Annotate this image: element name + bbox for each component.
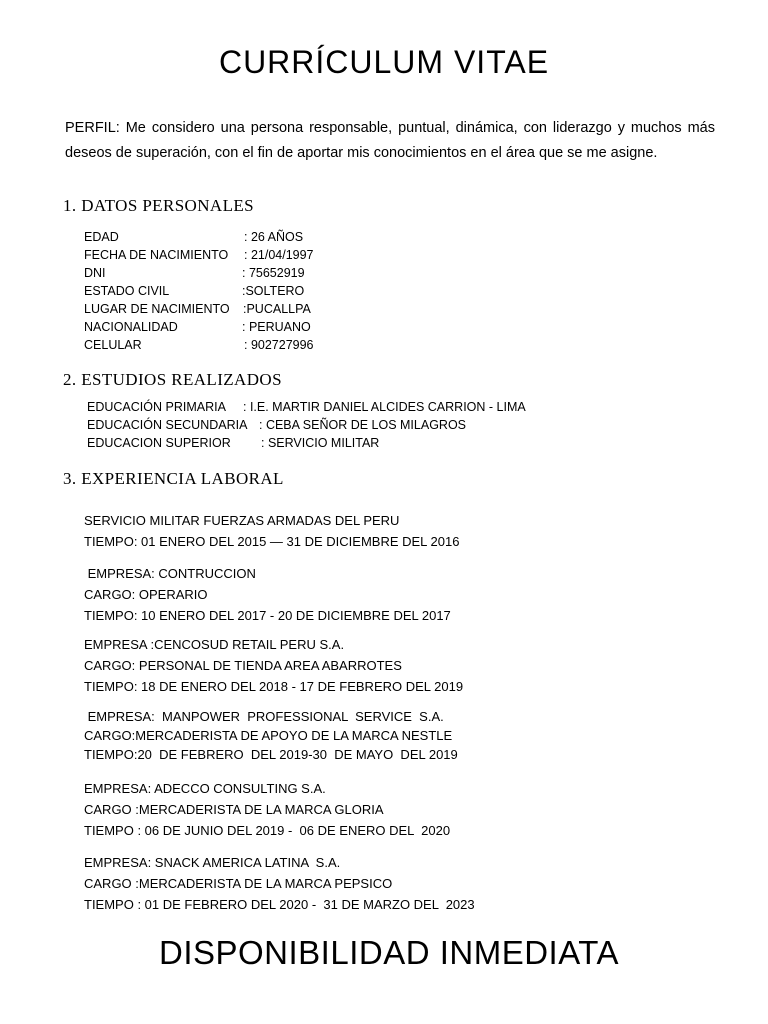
- datos-value: : 21/04/1997: [244, 248, 314, 262]
- datos-row-edad: [84, 228, 314, 246]
- estudios-row-secundaria: [87, 416, 526, 434]
- estudios-label: EDUCACION SUPERIOR: [87, 436, 231, 450]
- estudios-row-superior: [87, 434, 526, 452]
- job-line: EMPRESA: ADECCO CONSULTING S.A.: [84, 781, 326, 796]
- job-line: TIEMPO : 06 DE JUNIO DEL 2019 - 06 DE ENERO DEL 2020: [84, 823, 451, 838]
- estudios-label: EDUCACIÓN PRIMARIA: [87, 400, 226, 414]
- datos-value: : 26 AÑOS: [244, 230, 304, 244]
- estudios-value: : SERVICIO MILITAR: [261, 436, 380, 450]
- estudios-row-primaria: [87, 398, 526, 416]
- job-line: CARGO: OPERARIO: [84, 587, 208, 602]
- datos-personales-heading: 1. DATOS PERSONALES: [63, 196, 255, 215]
- job-entry: [84, 778, 450, 841]
- job-line: CARGO: PERSONAL DE TIENDA AREA ABARROTES: [84, 658, 402, 673]
- datos-row-lugar-nacimiento: [84, 300, 314, 318]
- job-entry: [84, 510, 459, 552]
- job-entry: [84, 563, 451, 626]
- estudios-list: [87, 398, 526, 452]
- job-line: TIEMPO: 18 DE ENERO DEL 2018 - 17 DE FEBRERO DEL 2019: [84, 679, 464, 694]
- job-line: SERVICIO MILITAR FUERZAS ARMADAS DEL PERU: [84, 513, 400, 528]
- estudios-heading: 2. ESTUDIOS REALIZADOS: [63, 370, 282, 389]
- job-line: CARGO :MERCADERISTA DE LA MARCA GLORIA: [84, 802, 384, 817]
- datos-label: DNI: [84, 266, 106, 280]
- datos-value: :SOLTERO: [242, 284, 305, 298]
- datos-value: : 75652919: [242, 266, 305, 280]
- datos-label: FECHA DE NACIMIENTO: [84, 248, 229, 262]
- job-entry: [84, 707, 458, 764]
- job-line: EMPRESA: SNACK AMERICA LATINA S.A.: [84, 855, 341, 870]
- job-line: EMPRESA :CENCOSUD RETAIL PERU S.A.: [84, 637, 345, 652]
- job-line: CARGO:MERCADERISTA DE APOYO DE LA MARCA NESTLE: [84, 728, 453, 743]
- experiencia-heading: 3. EXPERIENCIA LABORAL: [63, 469, 284, 488]
- datos-label: LUGAR DE NACIMIENTO: [84, 302, 230, 316]
- job-line: EMPRESA: CONTRUCCION: [84, 566, 256, 581]
- datos-label: CELULAR: [84, 338, 142, 352]
- datos-row-estado-civil: [84, 282, 314, 300]
- disponibilidad-footer: DISPONIBILIDAD INMEDIATA: [158, 934, 619, 971]
- estudios-value: : CEBA SEÑOR DE LOS MILAGROS: [259, 418, 467, 432]
- datos-value: :PUCALLPA: [243, 302, 311, 316]
- job-entry: [84, 634, 463, 697]
- estudios-value: : I.E. MARTIR DANIEL ALCIDES CARRION - LIMA: [243, 400, 526, 414]
- datos-label: EDAD: [84, 230, 119, 244]
- job-line: TIEMPO: 10 ENERO DEL 2017 - 20 DE DICIEMBRE DEL 2017: [84, 608, 451, 623]
- datos-row-nacionalidad: [84, 318, 314, 336]
- datos-row-celular: [84, 336, 314, 354]
- job-line: CARGO :MERCADERISTA DE LA MARCA PEPSICO: [84, 876, 393, 891]
- job-line: EMPRESA: MANPOWER PROFESSIONAL SERVICE S.A.: [84, 709, 444, 724]
- datos-label: ESTADO CIVIL: [84, 284, 170, 298]
- job-line: TIEMPO: 01 ENERO DEL 2015 — 31 DE DICIEMBRE DEL 2016: [84, 534, 460, 549]
- datos-value: : 902727996: [244, 338, 314, 352]
- perfil-paragraph: PERFIL: Me considero una persona responsable, puntual, dinámica, con liderazgo y muchos más deseos de superación, con el fin de aportar mis conocimientos en el área que se me asigne.: [65, 120, 715, 161]
- datos-row-fecha-nacimiento: [84, 246, 314, 264]
- job-line: TIEMPO:20 DE FEBRERO DEL 2019-30 DE MAYO DEL 2019: [84, 747, 458, 762]
- job-line: TIEMPO : 01 DE FEBRERO DEL 2020 - 31 DE MARZO DEL 2023: [84, 897, 475, 912]
- datos-personales-list: [84, 228, 314, 354]
- job-entry: [84, 852, 475, 915]
- datos-label: NACIONALIDAD: [84, 320, 178, 334]
- datos-value: : PERUANO: [242, 320, 311, 334]
- datos-row-dni: [84, 264, 314, 282]
- document-title: CURRÍCULUM VITAE: [218, 44, 550, 80]
- estudios-label: EDUCACIÓN SECUNDARIA: [87, 418, 248, 432]
